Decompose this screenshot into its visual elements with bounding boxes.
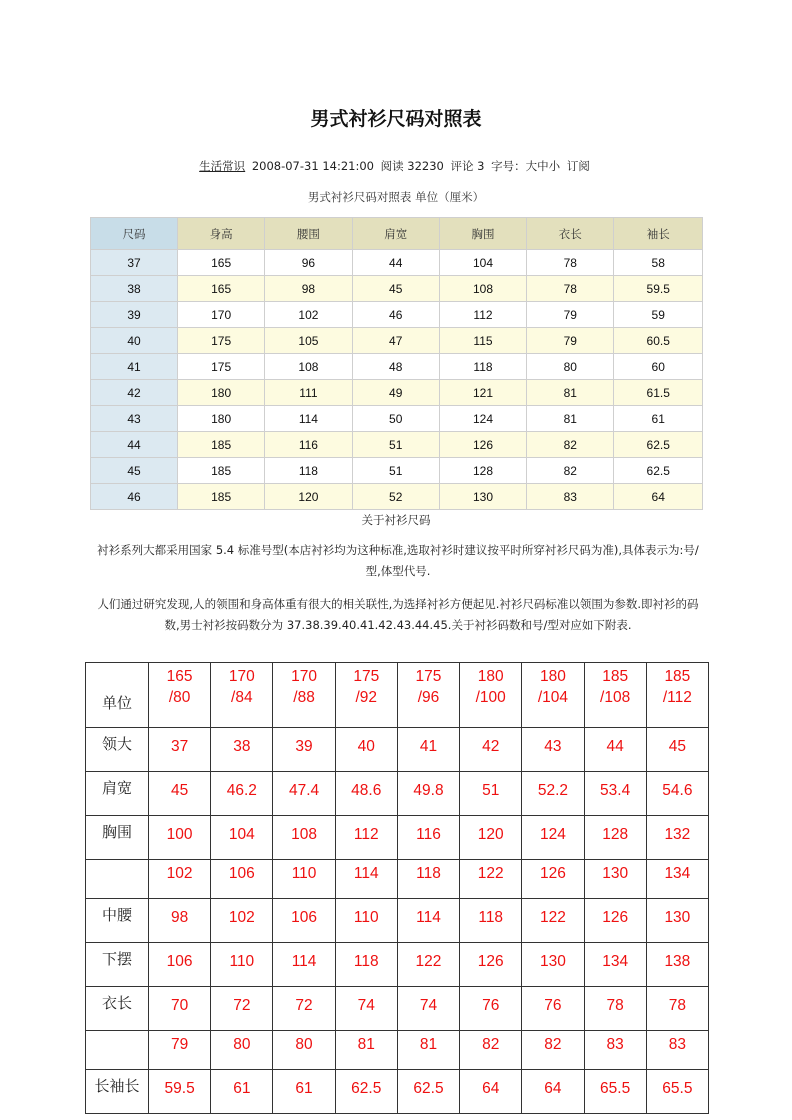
size-cell: 46 (91, 484, 178, 510)
value-cell: 114 (265, 406, 352, 432)
value-cell: 38 (211, 728, 273, 772)
table-row (86, 860, 709, 899)
value-cell: 98 (265, 276, 352, 302)
value-cell: 118 (265, 458, 352, 484)
row-label: 领大 (86, 728, 149, 772)
value-cell: 175 (178, 354, 265, 380)
value-cell: 74 (335, 987, 397, 1031)
row-label: 肩宽 (86, 772, 149, 816)
unit-cell (211, 663, 273, 728)
table-row (86, 816, 709, 860)
value-cell: 175 (178, 328, 265, 354)
value-cell: 78 (584, 987, 646, 1031)
value-cell: 82 (527, 432, 614, 458)
value-cell: 40 (335, 728, 397, 772)
unit-cell (522, 663, 584, 728)
value-cell: 51 (352, 458, 439, 484)
size-cell: 41 (91, 354, 178, 380)
value-cell: 59.5 (149, 1070, 211, 1114)
value-cell: 132 (646, 816, 708, 860)
value-cell: 82 (522, 1031, 584, 1070)
height-value: 175 (353, 668, 380, 685)
value-cell: 60.5 (614, 328, 703, 354)
value-cell: 104 (211, 816, 273, 860)
value-cell: 114 (397, 899, 459, 943)
size-table (90, 217, 703, 510)
value-cell: 128 (439, 458, 526, 484)
value-cell: 102 (211, 899, 273, 943)
value-cell: 74 (397, 987, 459, 1031)
value-cell: 124 (439, 406, 526, 432)
value-cell: 72 (211, 987, 273, 1031)
value-cell: 78 (527, 276, 614, 302)
category-link[interactable]: 生活常识 (199, 159, 246, 173)
value-cell: 45 (352, 276, 439, 302)
value-cell: 83 (646, 1031, 708, 1070)
value-cell: 108 (273, 816, 335, 860)
value-cell: 47 (352, 328, 439, 354)
unit-cell (646, 663, 708, 728)
value-cell: 49 (352, 380, 439, 406)
row-label: 下摆 (86, 943, 149, 987)
value-cell: 42 (460, 728, 522, 772)
height-value: 165 (166, 668, 193, 685)
paragraph-standard: 衬衫系列大都采用国家 5.4 标准号型(本店衬衫均为这种标准,选取衬衫时建议按平时所穿衬衫尺码为准),具体表示为:号/型,体型代号. (97, 543, 699, 578)
value-cell: 76 (522, 987, 584, 1031)
unit-cell (273, 663, 335, 728)
value-cell: 134 (646, 860, 708, 899)
value-cell: 51 (352, 432, 439, 458)
value-cell: 134 (584, 943, 646, 987)
value-cell: 96 (265, 250, 352, 276)
row-label: 胸围 (86, 816, 149, 860)
value-cell: 115 (439, 328, 526, 354)
value-cell: 106 (149, 943, 211, 987)
value-cell: 62.5 (614, 432, 703, 458)
value-cell: 114 (273, 943, 335, 987)
value-cell: 58 (614, 250, 703, 276)
value-cell: 43 (522, 728, 584, 772)
table-row (91, 302, 703, 328)
value-cell: 165 (178, 250, 265, 276)
chest-type-value: /80 (168, 689, 191, 706)
table-row (91, 458, 703, 484)
comment-count[interactable]: 评论 3 (450, 159, 485, 173)
value-cell: 118 (439, 354, 526, 380)
value-cell: 60 (614, 354, 703, 380)
value-cell: 53.4 (584, 772, 646, 816)
chest-type-value: /96 (417, 689, 440, 706)
value-cell: 121 (439, 380, 526, 406)
size-cell: 42 (91, 380, 178, 406)
value-cell: 165 (178, 276, 265, 302)
table-row (91, 380, 703, 406)
value-cell: 118 (460, 899, 522, 943)
value-cell: 81 (527, 406, 614, 432)
value-cell: 80 (273, 1031, 335, 1070)
value-cell: 83 (584, 1031, 646, 1070)
row-label (86, 860, 149, 899)
value-cell: 126 (439, 432, 526, 458)
height-value: 185 (602, 668, 629, 685)
value-cell: 64 (614, 484, 703, 510)
value-cell: 54.6 (646, 772, 708, 816)
value-cell: 52 (352, 484, 439, 510)
table-row (91, 406, 703, 432)
value-cell: 81 (335, 1031, 397, 1070)
unit-cell (397, 663, 459, 728)
value-cell: 185 (178, 458, 265, 484)
column-header: 尺码 (91, 218, 178, 250)
value-cell: 48.6 (335, 772, 397, 816)
value-cell: 120 (460, 816, 522, 860)
value-cell: 118 (335, 943, 397, 987)
size-table-header (91, 218, 703, 250)
value-cell: 61 (614, 406, 703, 432)
row-label: 长袖长 (86, 1070, 149, 1114)
chest-type-value: /92 (355, 689, 378, 706)
value-cell: 124 (522, 816, 584, 860)
value-cell: 180 (178, 406, 265, 432)
column-header: 肩宽 (352, 218, 439, 250)
value-cell: 62.5 (614, 458, 703, 484)
value-cell: 122 (397, 943, 459, 987)
value-cell: 50 (352, 406, 439, 432)
value-cell: 37 (149, 728, 211, 772)
font-size-control[interactable]: 字号：大中小 (491, 159, 561, 173)
table-row (86, 663, 709, 728)
value-cell: 76 (460, 987, 522, 1031)
table-row (86, 1070, 709, 1114)
value-cell: 102 (149, 860, 211, 899)
column-header: 胸围 (439, 218, 526, 250)
value-cell: 62.5 (397, 1070, 459, 1114)
table1-caption: 男式衬衫尺码对照表 单位（厘米） (307, 190, 485, 204)
table-row (91, 250, 703, 276)
value-cell: 46 (352, 302, 439, 328)
value-cell: 78 (646, 987, 708, 1031)
table-row (86, 1031, 709, 1070)
value-cell: 130 (646, 899, 708, 943)
height-value: 185 (664, 668, 691, 685)
unit-cell (460, 663, 522, 728)
size-cell: 45 (91, 458, 178, 484)
unit-cell (335, 663, 397, 728)
value-cell: 185 (178, 432, 265, 458)
chest-type-value: /84 (231, 689, 253, 706)
size-cell: 39 (91, 302, 178, 328)
value-cell: 110 (211, 943, 273, 987)
table-row (86, 943, 709, 987)
value-cell: 106 (273, 899, 335, 943)
row-label: 衣长 (86, 987, 149, 1031)
value-cell: 52.2 (522, 772, 584, 816)
size-cell: 40 (91, 328, 178, 354)
unit-cell (149, 663, 211, 728)
publish-datetime: 2008-07-31 14:21:00 (251, 159, 374, 173)
column-header: 袖长 (614, 218, 703, 250)
value-cell: 122 (460, 860, 522, 899)
read-count: 阅读 32230 (380, 159, 444, 173)
height-value: 180 (477, 668, 504, 685)
value-cell: 108 (265, 354, 352, 380)
value-cell: 180 (178, 380, 265, 406)
height-value: 170 (228, 668, 255, 685)
table-row (86, 728, 709, 772)
value-cell: 108 (439, 276, 526, 302)
table-row (91, 328, 703, 354)
value-cell: 41 (397, 728, 459, 772)
value-cell: 64 (522, 1070, 584, 1114)
value-cell: 39 (273, 728, 335, 772)
value-cell: 44 (352, 250, 439, 276)
value-cell: 51 (460, 772, 522, 816)
row-label: 单位 (86, 663, 149, 728)
value-cell: 79 (527, 328, 614, 354)
size-spec-table (85, 662, 709, 1114)
value-cell: 98 (149, 899, 211, 943)
value-cell: 81 (397, 1031, 459, 1070)
value-cell: 82 (527, 458, 614, 484)
table-row (91, 354, 703, 380)
value-cell: 110 (273, 860, 335, 899)
value-cell: 138 (646, 943, 708, 987)
value-cell: 80 (527, 354, 614, 380)
chest-type-value: /88 (293, 689, 315, 706)
value-cell: 79 (527, 302, 614, 328)
size-cell: 44 (91, 432, 178, 458)
value-cell: 130 (584, 860, 646, 899)
page-title: 男式衬衫尺码对照表 (310, 108, 482, 130)
value-cell: 47.4 (273, 772, 335, 816)
value-cell: 61 (273, 1070, 335, 1114)
size-cell: 43 (91, 406, 178, 432)
height-value: 180 (539, 668, 566, 685)
unit-cell (584, 663, 646, 728)
value-cell: 59.5 (614, 276, 703, 302)
column-header: 衣长 (527, 218, 614, 250)
table-row (86, 899, 709, 943)
table-row (86, 772, 709, 816)
value-cell: 126 (584, 899, 646, 943)
value-cell: 128 (584, 816, 646, 860)
column-header: 腰围 (265, 218, 352, 250)
value-cell: 45 (646, 728, 708, 772)
value-cell: 100 (149, 816, 211, 860)
value-cell: 59 (614, 302, 703, 328)
value-cell: 116 (265, 432, 352, 458)
table-row (91, 484, 703, 510)
value-cell: 83 (527, 484, 614, 510)
chest-type-value: /100 (475, 689, 506, 706)
value-cell: 102 (265, 302, 352, 328)
value-cell: 61 (211, 1070, 273, 1114)
section-title: 关于衬衫尺码 (361, 513, 431, 527)
chest-type-value: /104 (537, 689, 568, 706)
value-cell: 65.5 (646, 1070, 708, 1114)
value-cell: 130 (522, 943, 584, 987)
subscribe-link[interactable]: 订阅 (566, 159, 590, 173)
value-cell: 62.5 (335, 1070, 397, 1114)
value-cell: 70 (149, 987, 211, 1031)
value-cell: 130 (439, 484, 526, 510)
value-cell: 105 (265, 328, 352, 354)
value-cell: 82 (460, 1031, 522, 1070)
value-cell: 110 (335, 899, 397, 943)
value-cell: 65.5 (584, 1070, 646, 1114)
value-cell: 81 (527, 380, 614, 406)
article-meta (0, 158, 792, 174)
row-label (86, 1031, 149, 1070)
height-value: 175 (415, 668, 442, 685)
value-cell: 118 (397, 860, 459, 899)
value-cell: 78 (527, 250, 614, 276)
value-cell: 49.8 (397, 772, 459, 816)
value-cell: 170 (178, 302, 265, 328)
value-cell: 126 (460, 943, 522, 987)
size-cell: 38 (91, 276, 178, 302)
value-cell: 126 (522, 860, 584, 899)
value-cell: 64 (460, 1070, 522, 1114)
row-label: 中腰 (86, 899, 149, 943)
value-cell: 44 (584, 728, 646, 772)
table-row (86, 987, 709, 1031)
value-cell: 72 (273, 987, 335, 1031)
column-header: 身高 (178, 218, 265, 250)
value-cell: 111 (265, 380, 352, 406)
height-value: 170 (291, 668, 317, 685)
size-cell: 37 (91, 250, 178, 276)
table-row (91, 432, 703, 458)
value-cell: 45 (149, 772, 211, 816)
chest-type-value: /112 (662, 689, 692, 706)
paragraph-research: 人们通过研究发现,人的领围和身高体重有很大的相关联性,为选择衬衫方便起见.衬衫尺码标准以领围为参数.即衬衫的码数,男士衬衫按码数分为 37.38.39.40.41.42.43.44.45.关于衬衫码数和号/型对应如下附表. (97, 597, 699, 632)
value-cell: 61.5 (614, 380, 703, 406)
value-cell: 79 (149, 1031, 211, 1070)
value-cell: 106 (211, 860, 273, 899)
value-cell: 120 (265, 484, 352, 510)
value-cell: 48 (352, 354, 439, 380)
value-cell: 116 (397, 816, 459, 860)
value-cell: 80 (211, 1031, 273, 1070)
value-cell: 112 (439, 302, 526, 328)
chest-type-value: /108 (600, 689, 631, 706)
value-cell: 104 (439, 250, 526, 276)
value-cell: 185 (178, 484, 265, 510)
value-cell: 114 (335, 860, 397, 899)
value-cell: 122 (522, 899, 584, 943)
value-cell: 112 (335, 816, 397, 860)
table-row (91, 276, 703, 302)
value-cell: 46.2 (211, 772, 273, 816)
